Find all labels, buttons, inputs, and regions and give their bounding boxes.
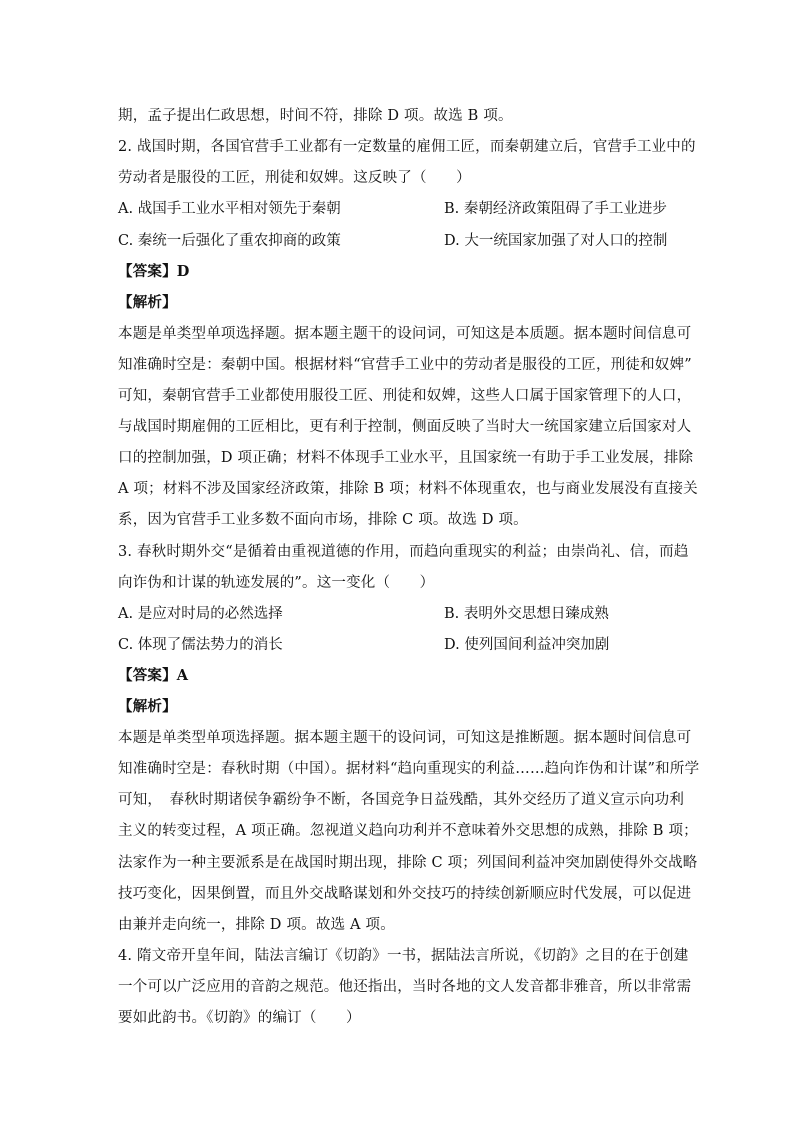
q2-analysis-line: 系，因为官营手工业多数不面向市场，排除 C 项。故选 D 项。 [118,512,528,528]
question-2-stem-cont: 劳动者是服役的工匠，刑徒和奴婢。这反映了（ ） [118,170,471,186]
q3-option-d: D. 使列国间利益冲突加剧 [444,637,610,653]
q2-option-b: B. 秦朝经济政策阻碍了手工业进步 [444,201,667,217]
q3-analysis-heading: 【解析】 [118,698,177,715]
text-line: 期，孟子提出仁政思想，时间不符，排除 D 项。故选 B 项。 [118,108,513,124]
q3-analysis-line: 由兼并走向统一，排除 D 项。故选 A 项。 [118,917,395,933]
question-4-stem-cont: 要如此韵书。《切韵》的编订（ ） [118,1010,361,1026]
question-2-stem: 2. 战国时期，各国官营手工业都有一定数量的雇佣工匠，而秦朝建立后，官营手工业中的 [118,139,696,155]
q3-analysis-line: 可知， 春秋时期诸侯争霸纷争不断，各国竞争日益残酷，其外交经历了道义宣示向功利 [118,792,685,808]
q2-analysis-line: 口的控制加强，D 项正确；材料不体现手工业水平，且国家统一有助于手工业发展，排除 [118,450,694,466]
q3-analysis-line: 技巧变化，因果倒置，而且外交战略谋划和外交技巧的持续创新顺应时代发展，可以促进 [118,886,692,902]
q3-option-b: B. 表明外交思想日臻成熟 [444,606,609,622]
q2-analysis-line: 本题是单类型单项选择题。据本题主题干的设问词，可知这是本质题。据本题时间信息可 [118,326,692,342]
q3-analysis-line: 知准确时空是：春秋时期（中国）。据材料“趋向重现实的利益……趋向诈伪和计谋”和所学 [118,761,700,777]
q2-analysis-line: 知准确时空是：秦朝中国。根据材料“官营手工业中的劳动者是服役的工匠，刑徒和奴婢” [118,357,692,373]
q3-analysis-line: 法家作为一种主要派系是在战国时期出现，排除 C 项；列国间利益冲突加剧使得外交战略 [118,855,698,871]
question-4-stem: 4. 隋文帝开皇年间，陆法言编订《切韵》一书，据陆法言所说，《切韵》之目的在于创建 [118,948,689,964]
q2-analysis-heading: 【解析】 [118,294,177,311]
q3-analysis-line: 本题是单类型单项选择题。据本题主题干的设问词，可知这是推断题。据本题时间信息可 [118,730,692,746]
q3-analysis-line: 主义的转变过程，A 项正确。忽视道义趋向功利并不意味着外交思想的成熟，排除 B 项； [118,823,698,839]
q3-option-c: C. 体现了儒法势力的消长 [118,637,283,653]
question-4-stem-cont: 一个可以广泛应用的音韵之规范。他还指出，当时各地的文人发音都非雅音，所以非常需 [118,979,692,995]
q2-analysis-line: 可知，秦朝官营手工业都使用服役工匠、刑徒和奴婢，这些人口属于国家管理下的人口， [118,388,692,404]
q2-option-c: C. 秦统一后强化了重农抑商的政策 [118,233,341,249]
q3-answer: 【答案】A [118,667,189,684]
q2-option-d: D. 大一统国家加强了对人口的控制 [444,233,668,249]
q2-answer: 【答案】D [118,263,190,280]
q2-analysis-line: 与战国时期雇佣的工匠相比，更有利于控制，侧面反映了当时大一统国家建立后国家对人 [118,419,692,435]
question-3-stem: 3. 春秋时期外交“是循着由重视道德的作用，而趋向重现实的利益；由崇尚礼、信，而趋 [118,544,689,560]
q3-option-a: A. 是应对时局的必然选择 [118,606,283,622]
question-3-stem-cont: 向诈伪和计谋的轨迹发展的”。这一变化（ ） [118,575,435,591]
q2-analysis-line: A 项；材料不涉及国家经济政策，排除 B 项；材料不体现重农，也与商业发展没有直接关 [118,481,698,497]
q2-option-a: A. 战国手工业水平相对领先于秦朝 [118,201,341,217]
